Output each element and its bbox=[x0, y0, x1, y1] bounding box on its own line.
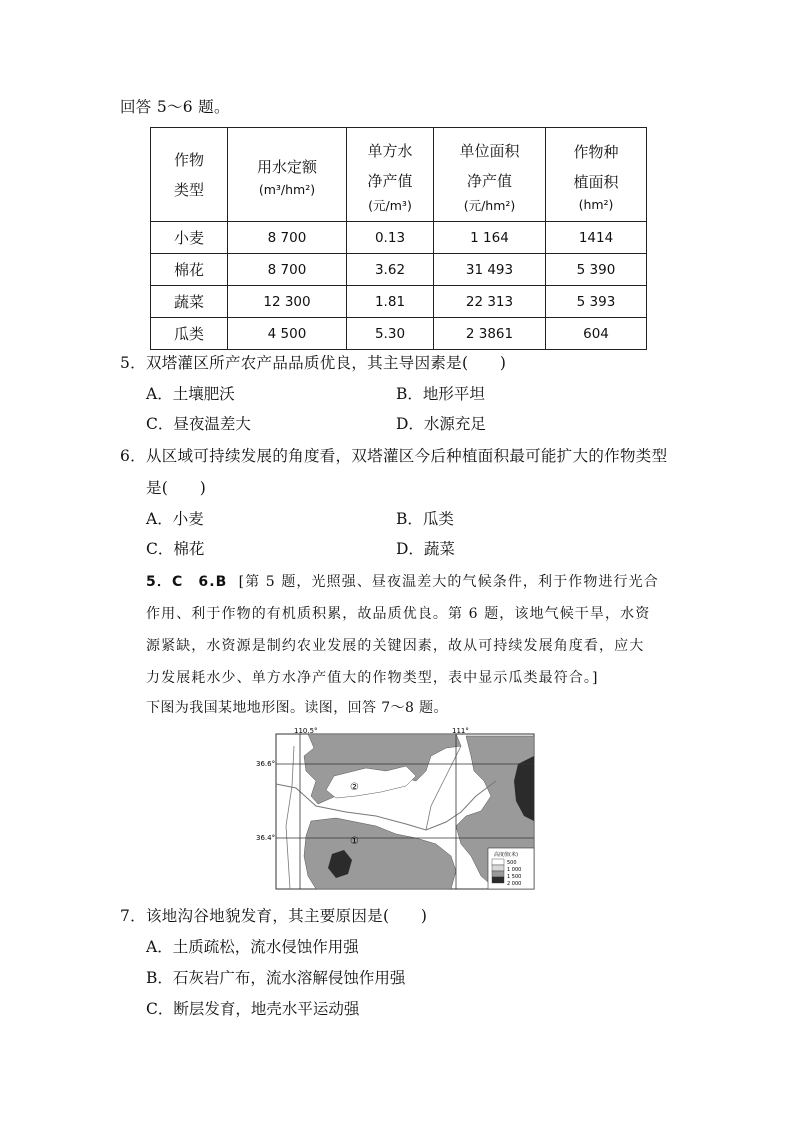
answer-block-line2: 作用、利于作物的有机质积累，故品质优良。第 6 题，该地气候干旱，水资 bbox=[146, 606, 651, 622]
answer-block-line1 bbox=[146, 571, 659, 591]
legend-value: 2 000 bbox=[507, 881, 522, 887]
table-cell: 604 bbox=[546, 318, 647, 350]
q7-option-b[interactable]: B．石灰岩广布，流水溶解侵蚀作用强 bbox=[146, 969, 406, 987]
table-row bbox=[151, 286, 647, 318]
table-cell: 小麦 bbox=[151, 222, 228, 254]
legend-swatch-low bbox=[492, 859, 504, 865]
answer-block-line4: 力发展耗水少、单方水净产值大的作物类型，表中显示瓜类最符合。] bbox=[146, 670, 599, 686]
answer-key: 5．C 6.B bbox=[146, 574, 228, 590]
lon-label: 110.5° bbox=[294, 727, 318, 735]
table-cell: 4 500 bbox=[228, 318, 347, 350]
q6-stem-line2: 是( ) bbox=[146, 479, 207, 497]
table-header-row bbox=[151, 128, 647, 222]
table-cell: 3.62 bbox=[347, 254, 434, 286]
q6-stem-line1: 6．从区域可持续发展的角度看，双塔灌区今后种植面积最可能扩大的作物类型 bbox=[120, 447, 668, 465]
table-cell: 1414 bbox=[546, 222, 647, 254]
topographic-map bbox=[256, 726, 540, 892]
header-crop-type: 作物 类型 bbox=[151, 128, 228, 222]
q6-option-b[interactable]: B．瓜类 bbox=[396, 510, 454, 528]
table-cell: 22 313 bbox=[434, 286, 546, 318]
q5-stem: 5．双塔灌区所产农产品品质优良，其主导因素是( ) bbox=[120, 354, 507, 372]
legend-value: 1 500 bbox=[507, 874, 522, 880]
table-cell: 8 700 bbox=[228, 254, 347, 286]
q5-option-d[interactable]: D．水源充足 bbox=[396, 415, 486, 433]
table-cell: 2 3861 bbox=[434, 318, 546, 350]
legend-swatch bbox=[492, 865, 504, 871]
q5-option-a[interactable]: A．土壤肥沃 bbox=[146, 385, 235, 403]
table-cell: 12 300 bbox=[228, 286, 347, 318]
table-cell: 31 493 bbox=[434, 254, 546, 286]
table-cell: 1 164 bbox=[434, 222, 546, 254]
table-cell: 1.81 bbox=[347, 286, 434, 318]
lat-label: 36.4° bbox=[256, 834, 276, 842]
header-water-quota: 用水定额 (m³/hm²) bbox=[228, 128, 347, 222]
lat-label: 36.6° bbox=[256, 760, 276, 768]
table-cell: 8 700 bbox=[228, 222, 347, 254]
q7-option-c[interactable]: C．断层发育，地壳水平运动强 bbox=[146, 1000, 360, 1018]
table-cell: 蔬菜 bbox=[151, 286, 228, 318]
map-intro: 下图为我国某地地形图。读图，回答 7～8 题。 bbox=[146, 700, 448, 716]
legend-title: 高度值(米) bbox=[494, 852, 518, 858]
table-cell: 棉花 bbox=[151, 254, 228, 286]
legend-value: 1 000 bbox=[507, 867, 522, 873]
q5-option-b[interactable]: B．地形平坦 bbox=[396, 385, 485, 403]
q7-stem: 7．该地沟谷地貌发育，其主要原因是( ) bbox=[120, 907, 428, 925]
answer-block-line3: 源紧缺，水资源是制约农业发展的关键因素，故从可持续发展角度看，应大 bbox=[146, 638, 645, 654]
section-intro: 回答 5～6 题。 bbox=[120, 98, 230, 116]
table-cell: 5 393 bbox=[546, 286, 647, 318]
legend-value: 500 bbox=[507, 860, 517, 866]
region-marker-2: ② bbox=[350, 782, 359, 793]
q7-option-a[interactable]: A．土质疏松，流水侵蚀作用强 bbox=[146, 938, 359, 956]
table-row bbox=[151, 254, 647, 286]
header-net-value-per-area: 单位面积 净产值 (元/hm²) bbox=[434, 128, 546, 222]
crop-data-table bbox=[150, 127, 647, 350]
q6-option-a[interactable]: A．小麦 bbox=[146, 510, 204, 528]
legend-swatch-high bbox=[492, 877, 504, 883]
header-net-value-per-water: 单方水 净产值 (元/m³) bbox=[347, 128, 434, 222]
table-row bbox=[151, 222, 647, 254]
region-marker-1: ① bbox=[350, 836, 359, 847]
table-cell: 5.30 bbox=[347, 318, 434, 350]
q5-option-c[interactable]: C．昼夜温差大 bbox=[146, 415, 251, 433]
table-cell: 0.13 bbox=[347, 222, 434, 254]
legend-swatch-mid bbox=[492, 871, 504, 877]
map-legend bbox=[488, 848, 534, 889]
table-cell: 5 390 bbox=[546, 254, 647, 286]
header-planting-area: 作物种 植面积 (hm²) bbox=[546, 128, 647, 222]
table-row bbox=[151, 318, 647, 350]
table-cell: 瓜类 bbox=[151, 318, 228, 350]
q6-option-c[interactable]: C．棉花 bbox=[146, 540, 205, 558]
answer-text: [第 5 题，光照强、昼夜温差大的气候条件，利于作物进行光合 bbox=[238, 574, 659, 590]
lon-label: 111° bbox=[452, 727, 469, 735]
q6-option-d[interactable]: D．蔬菜 bbox=[396, 540, 455, 558]
